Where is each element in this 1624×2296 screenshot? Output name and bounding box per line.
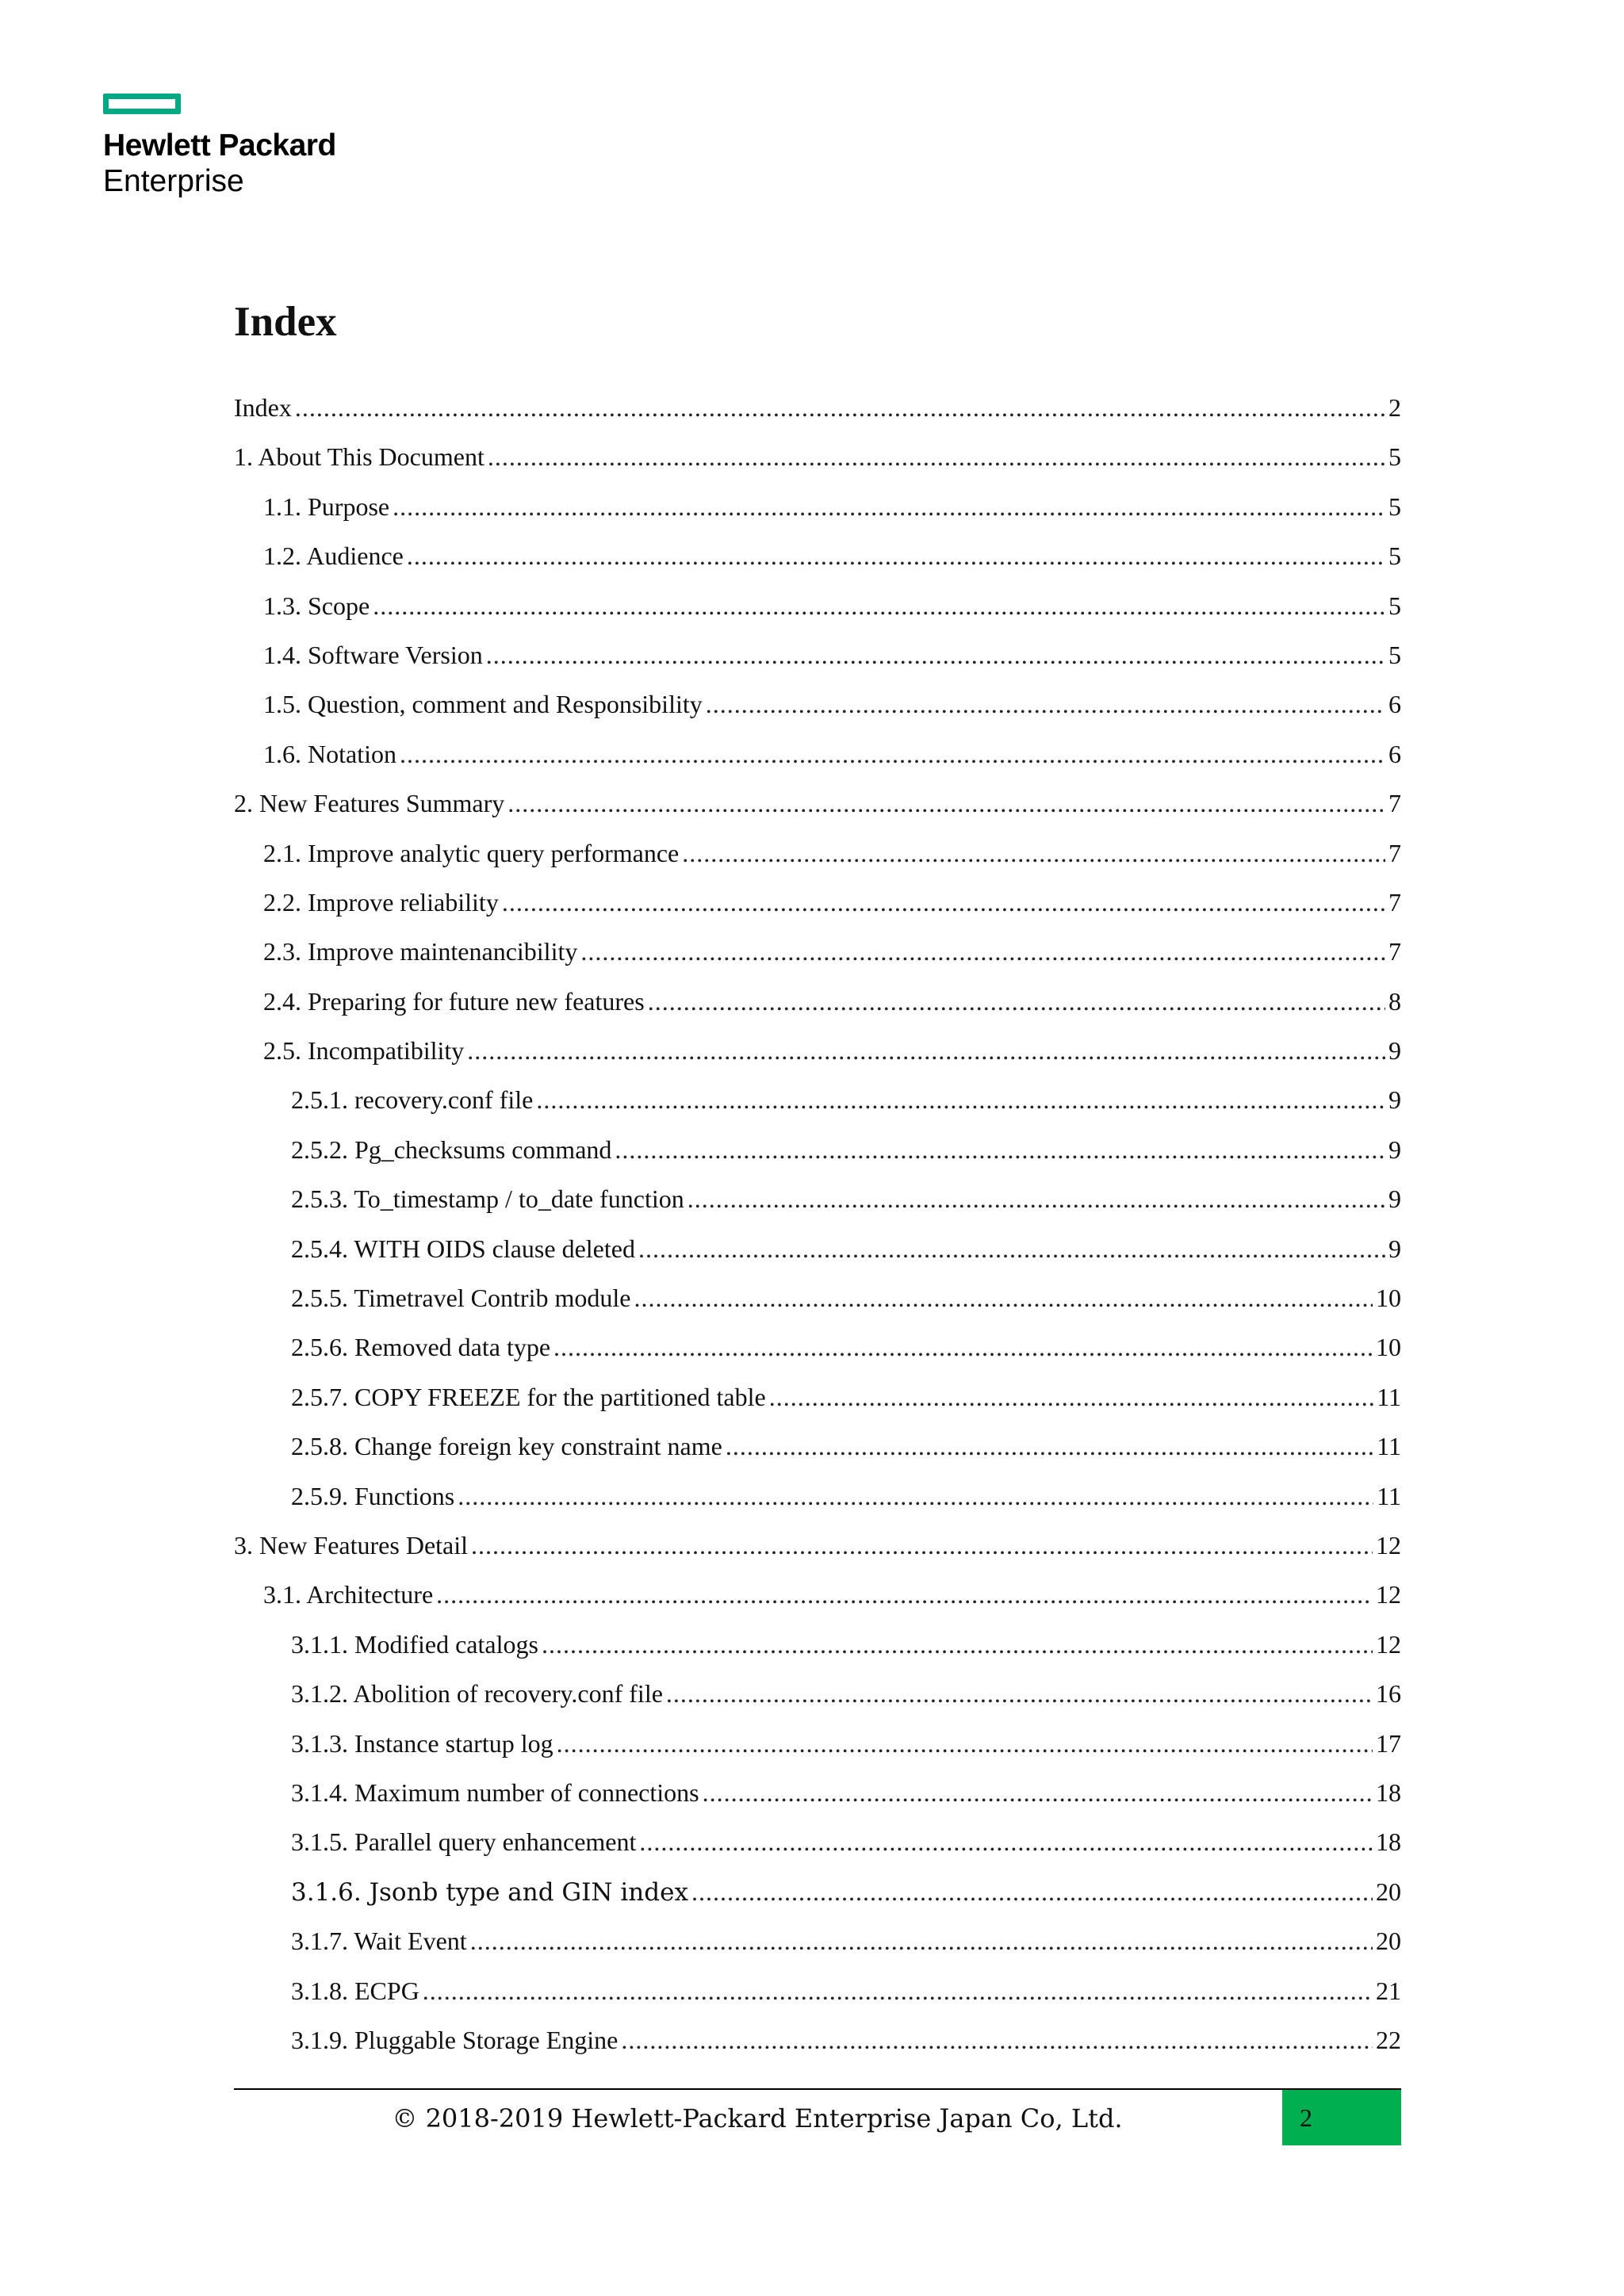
toc-entry-page: 6: [1388, 690, 1401, 719]
toc-entry-title: 3.1.5. Parallel query enhancement: [291, 1827, 637, 1857]
toc-entry[interactable]: [234, 1471, 1401, 1521]
toc-entry-page: 18: [1376, 1827, 1401, 1857]
toc-dot-leader: [393, 482, 1385, 531]
toc-entry[interactable]: [234, 1570, 1401, 1619]
toc-dot-leader: [615, 1125, 1385, 1174]
toc-dot-leader: [488, 432, 1385, 481]
toc-entry-title: 2.3. Improve maintenancibility: [263, 937, 578, 966]
toc-entry-page: 12: [1376, 1530, 1401, 1559]
toc-entry-page: 7: [1388, 838, 1401, 867]
toc-entry-page: 7: [1388, 887, 1401, 916]
toc-entry-title: 3.1. Architecture: [263, 1580, 434, 1609]
toc-entry[interactable]: [234, 1867, 1401, 1916]
toc-entry-title: 3.1.9. Pluggable Storage Engine: [291, 2025, 619, 2054]
toc-entry-page: 11: [1377, 1382, 1401, 1411]
table-of-contents: [234, 383, 1401, 2064]
toc-entry-title: 1.4. Software Version: [263, 640, 483, 669]
toc-entry-title: 3.1.8. ECPG: [291, 1976, 419, 2005]
footer-copyright: © 2018-2019 Hewlett-Packard Enterprise Japan Co, Ltd.: [392, 2103, 1123, 2133]
toc-dot-leader: [508, 779, 1385, 828]
toc-entry-title: 2.5.8. Change foreign key constraint name: [291, 1432, 722, 1461]
toc-dot-leader: [688, 1174, 1385, 1223]
toc-entry-page: 9: [1388, 1085, 1401, 1115]
toc-entry[interactable]: [234, 679, 1401, 729]
toc-entry-title: 2. New Features Summary: [234, 789, 505, 818]
toc-dot-leader: [423, 1966, 1373, 2015]
toc-dot-leader: [557, 1719, 1373, 1768]
footer-page-number: 2: [1282, 2090, 1401, 2145]
toc-entry-page: 9: [1388, 1135, 1401, 1164]
toc-entry-page: 5: [1388, 442, 1401, 472]
toc-entry-title: 1.1. Purpose: [263, 492, 390, 521]
toc-entry[interactable]: [234, 1224, 1401, 1273]
toc-entry-page: 17: [1376, 1728, 1401, 1758]
toc-dot-leader: [703, 1768, 1373, 1817]
toc-entry[interactable]: [234, 1916, 1401, 1965]
toc-entry[interactable]: [234, 1372, 1401, 1422]
toc-entry[interactable]: [234, 729, 1401, 779]
toc-dot-leader: [691, 1867, 1373, 1916]
toc-entry-page: 9: [1388, 1234, 1401, 1263]
toc-dot-leader: [769, 1372, 1373, 1422]
toc-entry-title: 3.1.3. Instance startup log: [291, 1728, 553, 1758]
toc-entry[interactable]: [234, 779, 1401, 828]
toc-entry-title: Index: [234, 393, 292, 422]
toc-entry[interactable]: [234, 1719, 1401, 1768]
toc-entry[interactable]: [234, 383, 1401, 432]
toc-entry-page: 5: [1388, 640, 1401, 669]
toc-entry[interactable]: [234, 1768, 1401, 1817]
toc-dot-leader: [400, 729, 1385, 779]
toc-dot-leader: [436, 1570, 1373, 1619]
toc-entry-title: 3. New Features Detail: [234, 1530, 469, 1559]
toc-entry-title: 3.1.7. Wait Event: [291, 1927, 467, 1956]
toc-dot-leader: [553, 1322, 1373, 1372]
toc-entry[interactable]: [234, 927, 1401, 976]
toc-entry[interactable]: [234, 878, 1401, 927]
toc-entry-title: 2.5. Incompatibility: [263, 1036, 465, 1066]
toc-entry[interactable]: [234, 432, 1401, 481]
toc-entry-page: 5: [1388, 492, 1401, 521]
toc-dot-leader: [467, 1026, 1385, 1075]
company-logo: [103, 94, 336, 200]
toc-entry-title: 2.5.3. To_timestamp / to_date function: [291, 1184, 684, 1214]
toc-entry[interactable]: [234, 581, 1401, 630]
toc-entry-title: 2.5.1. recovery.conf file: [291, 1085, 534, 1115]
toc-dot-leader: [536, 1075, 1385, 1124]
toc-entry[interactable]: [234, 1620, 1401, 1669]
toc-entry-page: 5: [1388, 541, 1401, 571]
toc-entry-page: 11: [1377, 1432, 1401, 1461]
toc-entry-title: 2.5.7. COPY FREEZE for the partitioned table: [291, 1382, 766, 1411]
toc-dot-leader: [373, 581, 1385, 630]
toc-entry-title: 2.1. Improve analytic query performance: [263, 838, 680, 867]
toc-entry[interactable]: [234, 828, 1401, 878]
toc-entry-page: 10: [1376, 1284, 1401, 1313]
toc-entry-page: 20: [1376, 1927, 1401, 1956]
toc-dot-leader: [471, 1521, 1373, 1570]
toc-entry-title: 2.5.9. Functions: [291, 1481, 455, 1510]
toc-entry-title: 2.5.2. Pg_checksums command: [291, 1135, 612, 1164]
toc-entry[interactable]: [234, 1817, 1401, 1866]
toc-entry-page: 2: [1388, 393, 1401, 422]
toc-entry[interactable]: [234, 977, 1401, 1026]
toc-entry-title: 2.5.4. WITH OIDS clause deleted: [291, 1234, 635, 1263]
toc-entry-title: 3.1.2. Abolition of recovery.conf file: [291, 1679, 663, 1709]
toc-entry-title: 2.2. Improve reliability: [263, 887, 499, 916]
toc-entry[interactable]: [234, 1174, 1401, 1223]
toc-dot-leader: [726, 1422, 1373, 1471]
toc-entry-title: 3.1.6. Jsonb type and GIN index: [291, 1877, 688, 1907]
toc-entry[interactable]: [234, 1322, 1401, 1372]
toc-entry[interactable]: [234, 1273, 1401, 1322]
toc-dot-leader: [682, 828, 1385, 878]
toc-entry-title: 3.1.1. Modified catalogs: [291, 1629, 538, 1659]
toc-entry-page: 11: [1377, 1481, 1401, 1510]
toc-entry[interactable]: [234, 630, 1401, 679]
toc-entry[interactable]: [234, 1422, 1401, 1471]
toc-entry-title: 1.2. Audience: [263, 541, 404, 571]
toc-entry-title: 1.6. Notation: [263, 739, 396, 768]
toc-entry-page: 9: [1388, 1036, 1401, 1066]
toc-entry-title: 3.1.4. Maximum number of connections: [291, 1777, 699, 1807]
toc-dot-leader: [706, 679, 1385, 729]
toc-entry[interactable]: [234, 1521, 1401, 1570]
toc-entry-page: 22: [1376, 2025, 1401, 2054]
toc-entry-page: 5: [1388, 591, 1401, 620]
toc-dot-leader: [648, 977, 1385, 1026]
toc-entry-title: 2.4. Preparing for future new features: [263, 986, 645, 1016]
toc-dot-leader: [486, 630, 1385, 679]
toc-entry-page: 16: [1376, 1679, 1401, 1709]
toc-entry-page: 20: [1376, 1877, 1401, 1906]
logo-text-line1: Hewlett Packard: [103, 128, 336, 163]
toc-dot-leader: [666, 1669, 1373, 1718]
toc-entry-page: 8: [1388, 986, 1401, 1016]
toc-entry-page: 10: [1376, 1333, 1401, 1362]
toc-entry[interactable]: [234, 1669, 1401, 1718]
toc-entry-title: 2.5.6. Removed data type: [291, 1333, 551, 1362]
toc-dot-leader: [580, 927, 1385, 976]
toc-dot-leader: [407, 531, 1385, 580]
toc-entry[interactable]: [234, 1125, 1401, 1174]
toc-dot-leader: [639, 1817, 1373, 1866]
footer-divider: [234, 2088, 1401, 2090]
toc-dot-leader: [458, 1471, 1373, 1521]
toc-entry[interactable]: [234, 531, 1401, 580]
toc-entry-page: 18: [1376, 1777, 1401, 1807]
toc-entry[interactable]: [234, 482, 1401, 531]
toc-dot-leader: [502, 878, 1385, 927]
toc-entry-page: 7: [1388, 937, 1401, 966]
logo-text-line2: Enterprise: [103, 164, 244, 198]
toc-entry-page: 12: [1376, 1629, 1401, 1659]
toc-entry-title: 1. About This Document: [234, 442, 485, 472]
toc-dot-leader: [634, 1273, 1373, 1322]
toc-entry-title: 1.3. Scope: [263, 591, 370, 620]
toc-entry-page: 21: [1376, 1976, 1401, 2005]
toc-dot-leader: [621, 2015, 1373, 2064]
toc-entry-page: 12: [1376, 1580, 1401, 1609]
page-title: Index: [234, 299, 337, 345]
toc-entry[interactable]: [234, 1026, 1401, 1075]
toc-entry[interactable]: [234, 1075, 1401, 1124]
toc-dot-leader: [295, 383, 1385, 432]
toc-entry-page: 7: [1388, 789, 1401, 818]
toc-entry[interactable]: [234, 1966, 1401, 2015]
toc-dot-leader: [542, 1620, 1373, 1669]
toc-entry[interactable]: [234, 2015, 1401, 2064]
toc-dot-leader: [470, 1916, 1373, 1965]
toc-entry-page: 9: [1388, 1184, 1401, 1214]
toc-entry-page: 6: [1388, 739, 1401, 768]
toc-dot-leader: [638, 1224, 1385, 1273]
hpe-element-logo-icon: [103, 94, 181, 114]
toc-entry-title: 2.5.5. Timetravel Contrib module: [291, 1284, 631, 1313]
toc-entry-title: 1.5. Question, comment and Responsibility: [263, 690, 703, 719]
